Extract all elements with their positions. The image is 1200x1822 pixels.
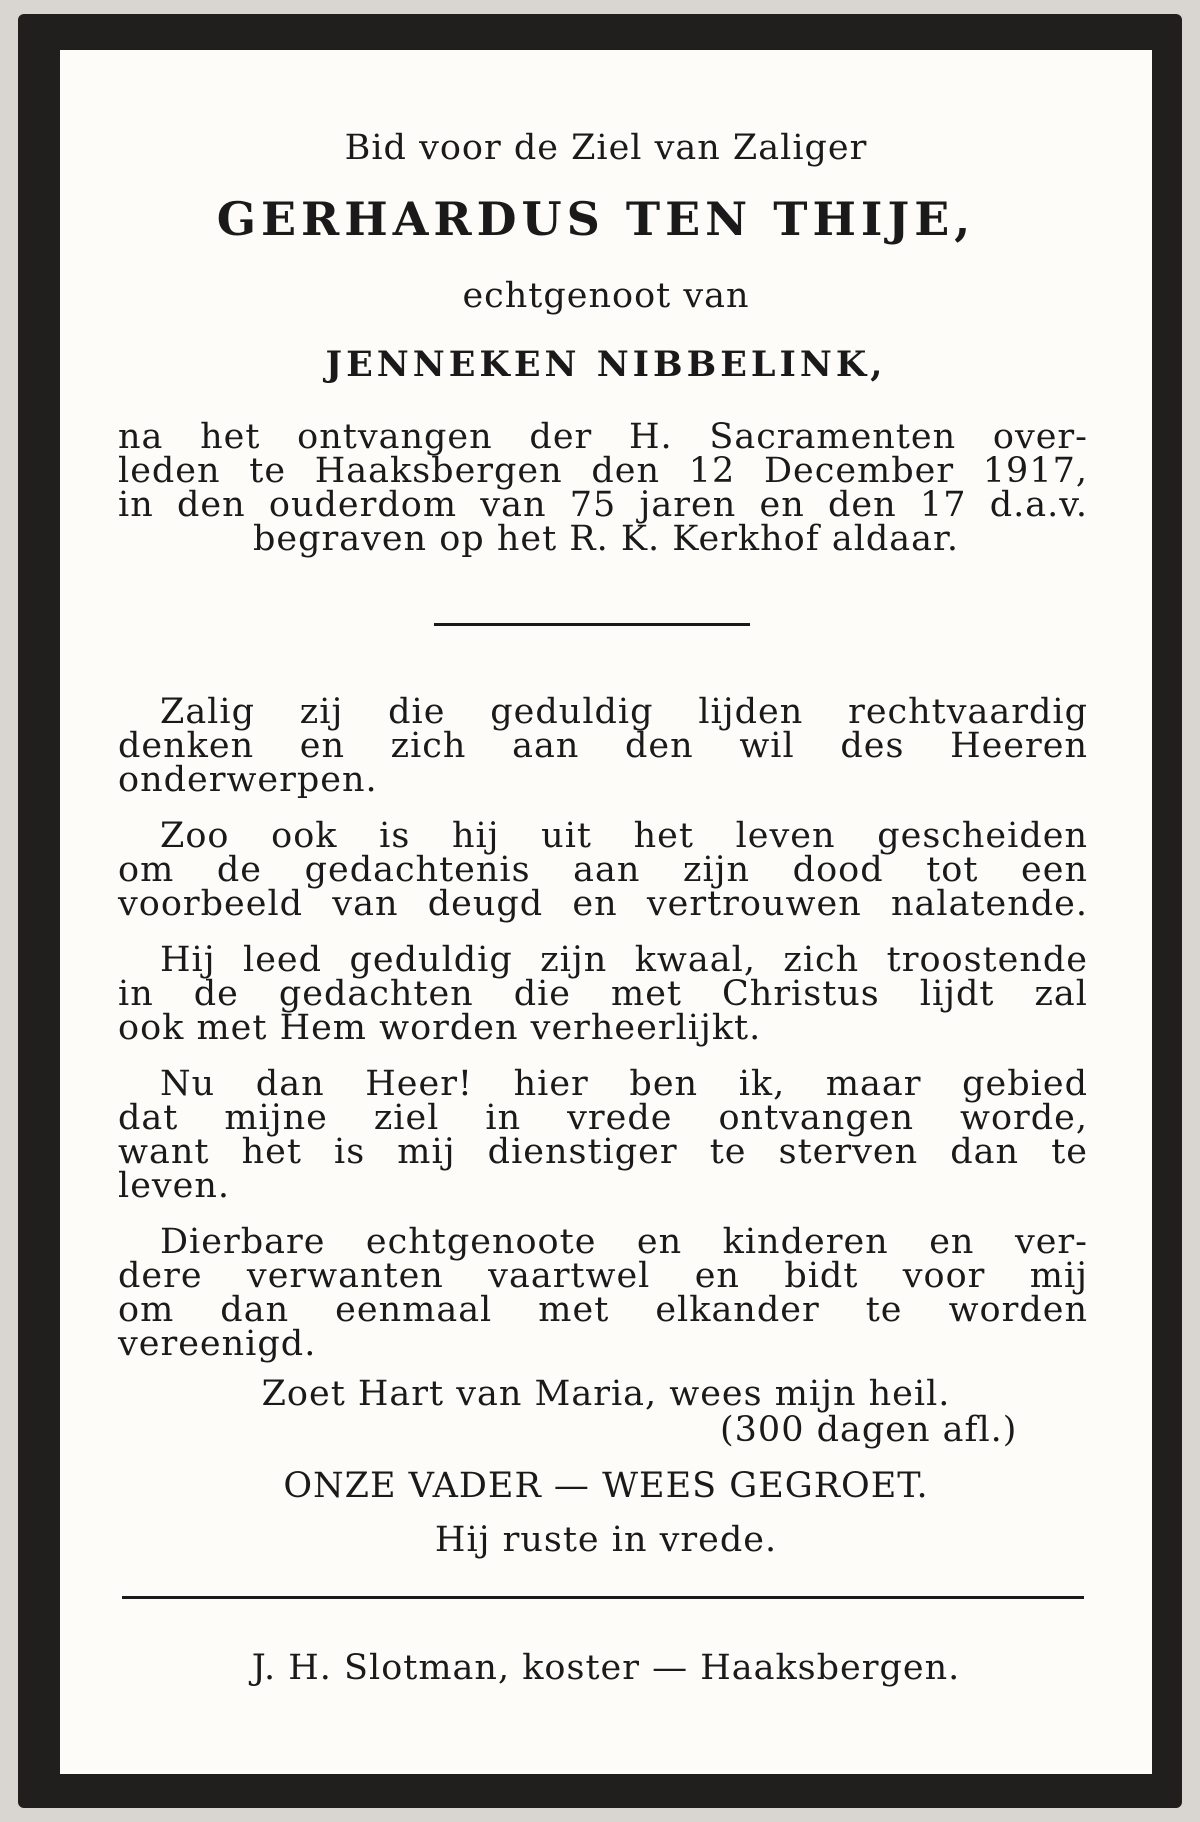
spouse-intro-line: echtgenoot van [462,276,750,316]
paragraph-line: Nu dan Heer! hier ben ik, maar gebied [160,1064,1088,1104]
paragraph-line: in de gedachten die met Christus lijdt zal [118,974,1088,1014]
spouse-name: JENNEKEN NIBBELINK, [325,344,887,385]
prayers-line: ONZE VADER — WEES GEGROET. [283,1466,929,1506]
paragraph-line: want het is mij dienstiger te sterven dan te [118,1132,1088,1172]
death-notice-line: na het ontvangen der H. Sacramenten over- [118,417,1088,457]
paragraph-line: Dierbare echtgenoote en kinderen en ver- [160,1222,1088,1262]
divider-rule [434,623,750,626]
indulgence-note: (300 dagen afl.) [720,1410,1018,1450]
paragraph-line: om de gedachtenis aan zijn dood tot een [118,850,1088,890]
footer-rule [122,1596,1084,1599]
paragraph-line: om dan eenmaal met elkander te worden [118,1290,1088,1330]
death-notice-line: in den ouderdom van 75 jaren en den 17 d.a.v. [118,485,1088,525]
death-notice-line: begraven op het R. K. Kerkhof aldaar. [252,519,960,559]
prayer-request-line: Bid voor de Ziel van Zaliger [344,128,868,168]
rest-in-peace-line: Hij ruste in vrede. [434,1520,778,1560]
invocation-line: Zoet Hart van Maria, wees mijn heil. [261,1374,951,1414]
paragraph-line: leven. [118,1166,231,1206]
paragraph-line: vereenigd. [118,1324,317,1364]
paragraph-line: Hij leed geduldig zijn kwaal, zich troostende [160,940,1088,980]
paragraph-line: Zoo ook is hij uit het leven gescheiden [160,816,1088,856]
paragraph-line: onderwerpen. [118,760,378,800]
deceased-name: GERHARDUS TEN THIJE, [216,192,976,246]
paragraph-line: dere verwanten vaartwel en bidt voor mij [118,1256,1088,1296]
paragraph-line: denken en zich aan den wil des Heeren [118,726,1088,766]
printer-line: J. H. Slotman, koster — Haaksbergen. [251,1648,961,1688]
death-notice-line: leden te Haaksbergen den 12 December 1917, [118,451,1088,491]
paragraph-line: dat mijne ziel in vrede ontvangen worde, [118,1098,1088,1138]
paragraph-line: ook met Hem worden verheerlijkt. [118,1008,762,1048]
memorial-card [60,50,1152,1774]
paragraph-line: voorbeeld van deugd en vertrouwen nalatende. [118,884,1088,924]
paragraph-line: Zalig zij die geduldig lijden rechtvaardig [160,692,1088,732]
